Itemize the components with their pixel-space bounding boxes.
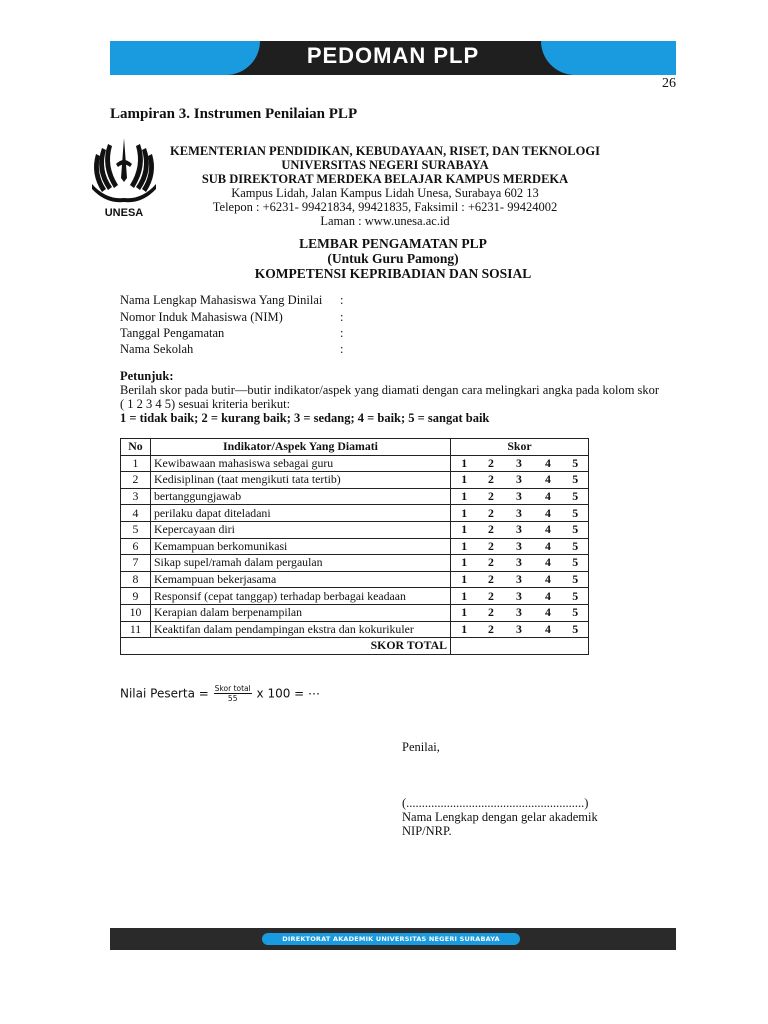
- score-option-1[interactable]: 1: [451, 555, 478, 572]
- score-option-5[interactable]: 5: [563, 604, 589, 621]
- total-label: SKOR TOTAL: [121, 638, 451, 655]
- instructions-heading: Petunjuk:: [120, 369, 174, 383]
- score-option-4[interactable]: 4: [534, 472, 563, 489]
- score-option-1[interactable]: 1: [451, 521, 478, 538]
- score-option-3[interactable]: 3: [505, 455, 534, 472]
- score-option-5[interactable]: 5: [563, 455, 589, 472]
- score-option-3[interactable]: 3: [505, 571, 534, 588]
- row-indicator: Kemampuan berkomunikasi: [151, 538, 451, 555]
- score-option-3[interactable]: 3: [505, 521, 534, 538]
- score-option-1[interactable]: 1: [451, 571, 478, 588]
- footer-bar: [110, 928, 676, 950]
- row-number: 4: [121, 505, 151, 522]
- score-option-1[interactable]: 1: [451, 588, 478, 605]
- row-number: 3: [121, 488, 151, 505]
- sheet-subtitle: (Untuk Guru Pamong): [327, 251, 459, 266]
- signature-name-hint: Nama Lengkap dengan gelar akademik: [402, 810, 598, 824]
- institution-phone: Telepon : +6231- 99421834, 99421835, Faksimil : +6231- 99424002: [212, 200, 558, 214]
- row-indicator: bertanggungjawab: [151, 488, 451, 505]
- unesa-emblem-icon: [86, 134, 162, 220]
- unesa-logo-text: UNESA: [104, 207, 144, 219]
- score-option-3[interactable]: 3: [505, 538, 534, 555]
- header-score: Skor: [451, 439, 589, 456]
- field-date-colon: :: [340, 326, 344, 340]
- table-row: [121, 455, 589, 472]
- institution-subdirectorate: SUB DIREKTORAT MERDEKA BELAJAR KAMPUS MERDEKA: [201, 172, 569, 186]
- row-number: 11: [121, 621, 151, 638]
- field-nim-colon: :: [340, 310, 344, 324]
- row-number: 6: [121, 538, 151, 555]
- score-option-3[interactable]: 3: [505, 555, 534, 572]
- table-total-row: [121, 638, 589, 655]
- score-option-5[interactable]: 5: [563, 621, 589, 638]
- score-option-2[interactable]: 2: [478, 488, 505, 505]
- row-number: 5: [121, 521, 151, 538]
- row-number: 1: [121, 455, 151, 472]
- score-option-4[interactable]: 4: [534, 455, 563, 472]
- table-header-row: [121, 439, 589, 456]
- row-indicator: Keaktifan dalam pendampingan ekstra dan kokurikuler: [151, 621, 451, 638]
- score-option-2[interactable]: 2: [478, 505, 505, 522]
- total-value-cell[interactable]: [451, 638, 589, 655]
- row-number: 7: [121, 555, 151, 572]
- institution-ministry: KEMENTERIAN PENDIDIKAN, KEBUDAYAAN, RISET, DAN TEKNOLOGI: [170, 144, 600, 158]
- field-nim-label: Nomor Induk Mahasiswa (NIM): [120, 310, 283, 324]
- score-option-5[interactable]: 5: [563, 488, 589, 505]
- row-indicator: Sikap supel/ramah dalam pergaulan: [151, 555, 451, 572]
- score-option-4[interactable]: 4: [534, 538, 563, 555]
- score-option-1[interactable]: 1: [451, 488, 478, 505]
- table-row: [121, 571, 589, 588]
- score-option-4[interactable]: 4: [534, 505, 563, 522]
- score-option-4[interactable]: 4: [534, 621, 563, 638]
- table-row: [121, 488, 589, 505]
- score-option-5[interactable]: 5: [563, 521, 589, 538]
- score-option-3[interactable]: 3: [505, 604, 534, 621]
- row-indicator: Kepercayaan diri: [151, 521, 451, 538]
- sheet-title: LEMBAR PENGAMATAN PLP: [299, 236, 487, 251]
- table-row: [121, 588, 589, 605]
- table-row: [121, 621, 589, 638]
- signature-nip: NIP/NRP.: [402, 824, 452, 838]
- formula-denominator: 55: [227, 694, 238, 703]
- row-number: 10: [121, 604, 151, 621]
- score-option-2[interactable]: 2: [478, 571, 505, 588]
- table-row: [121, 555, 589, 572]
- header-indicator: Indikator/Aspek Yang Diamati: [151, 439, 451, 456]
- score-option-4[interactable]: 4: [534, 588, 563, 605]
- score-option-3[interactable]: 3: [505, 488, 534, 505]
- score-option-5[interactable]: 5: [563, 588, 589, 605]
- score-option-1[interactable]: 1: [451, 505, 478, 522]
- score-option-3[interactable]: 3: [505, 588, 534, 605]
- field-school-colon: :: [340, 342, 344, 356]
- table-row: [121, 604, 589, 621]
- score-option-2[interactable]: 2: [478, 621, 505, 638]
- score-option-3[interactable]: 3: [505, 472, 534, 489]
- score-option-1[interactable]: 1: [451, 455, 478, 472]
- row-number: 2: [121, 472, 151, 489]
- institution-website: Laman : www.unesa.ac.id: [320, 214, 450, 228]
- score-option-5[interactable]: 5: [563, 555, 589, 572]
- formula-fraction: [214, 684, 252, 703]
- score-option-2[interactable]: 2: [478, 472, 505, 489]
- row-indicator: Kemampuan bekerjasama: [151, 571, 451, 588]
- score-option-4[interactable]: 4: [534, 555, 563, 572]
- page-number: 26: [662, 76, 676, 91]
- score-option-2[interactable]: 2: [478, 455, 505, 472]
- score-option-4[interactable]: 4: [534, 604, 563, 621]
- table-row: [121, 505, 589, 522]
- score-option-3[interactable]: 3: [505, 621, 534, 638]
- instructions-criteria: 1 = tidak baik; 2 = kurang baik; 3 = sedang; 4 = baik; 5 = sangat baik: [120, 411, 490, 425]
- signature-blank-line[interactable]: (.........................................................): [402, 796, 589, 810]
- row-indicator: Responsif (cepat tanggap) terhadap berbagai keadaan: [151, 588, 451, 605]
- table-row: [121, 521, 589, 538]
- score-option-4[interactable]: 4: [534, 571, 563, 588]
- signature-penilai: Penilai,: [402, 740, 440, 754]
- score-option-2[interactable]: 2: [478, 521, 505, 538]
- row-indicator: Kerapian dalam berpenampilan: [151, 604, 451, 621]
- institution-address: Kampus Lidah, Jalan Kampus Lidah Unesa, Surabaya 602 13: [231, 186, 539, 200]
- field-school-label: Nama Sekolah: [120, 342, 194, 356]
- table-row: [121, 472, 589, 489]
- table-body: [121, 455, 589, 638]
- instructions-line2: ( 1 2 3 4 5) sesuai kriteria berikut:: [120, 397, 291, 411]
- sheet-competency: KOMPETENSI KEPRIBADIAN DAN SOSIAL: [254, 266, 532, 281]
- formula-numerator: Skor total: [214, 684, 251, 693]
- score-option-2[interactable]: 2: [478, 555, 505, 572]
- row-indicator: perilaku dapat diteladani: [151, 505, 451, 522]
- score-option-5[interactable]: 5: [563, 571, 589, 588]
- score-option-4[interactable]: 4: [534, 488, 563, 505]
- institution-university: UNIVERSITAS NEGERI SURABAYA: [281, 158, 489, 172]
- header-banner: [110, 41, 676, 75]
- formula-suffix: x 100 = ⋯: [256, 686, 321, 701]
- score-option-2[interactable]: 2: [478, 538, 505, 555]
- banner-title: PEDOMAN PLP: [306, 43, 480, 68]
- score-option-1[interactable]: 1: [451, 472, 478, 489]
- row-indicator: Kedisiplinan (taat mengikuti tata tertib): [151, 472, 451, 489]
- field-student-name-label: Nama Lengkap Mahasiswa Yang Dinilai: [120, 293, 323, 307]
- formula-prefix: Nilai Peserta =: [120, 686, 209, 701]
- row-number: 9: [121, 588, 151, 605]
- lampiran-title: Lampiran 3. Instrumen Penilaian PLP: [110, 106, 358, 122]
- field-student-name-colon: :: [340, 293, 344, 307]
- header-no: No: [121, 439, 151, 456]
- score-option-3[interactable]: 3: [505, 505, 534, 522]
- score-option-5[interactable]: 5: [563, 472, 589, 489]
- row-number: 8: [121, 571, 151, 588]
- score-option-4[interactable]: 4: [534, 521, 563, 538]
- score-option-1[interactable]: 1: [451, 538, 478, 555]
- score-option-2[interactable]: 2: [478, 588, 505, 605]
- score-option-5[interactable]: 5: [563, 505, 589, 522]
- field-date-label: Tanggal Pengamatan: [120, 326, 225, 340]
- row-indicator: Kewibawaan mahasiswa sebagai guru: [151, 455, 451, 472]
- table-row: [121, 538, 589, 555]
- score-option-1[interactable]: 1: [451, 621, 478, 638]
- score-option-1[interactable]: 1: [451, 604, 478, 621]
- unesa-logo: [86, 134, 162, 220]
- score-option-5[interactable]: 5: [563, 538, 589, 555]
- instructions-line1: Berilah skor pada butir—butir indikator/aspek yang diamati dengan cara melingkari angka pada kolom skor: [120, 383, 660, 397]
- score-option-2[interactable]: 2: [478, 604, 505, 621]
- assessment-table: [120, 438, 589, 655]
- footer-label: DIREKTORAT AKADEMIK UNIVERSITAS NEGERI SURABAYA: [262, 933, 520, 945]
- score-formula: [120, 684, 320, 708]
